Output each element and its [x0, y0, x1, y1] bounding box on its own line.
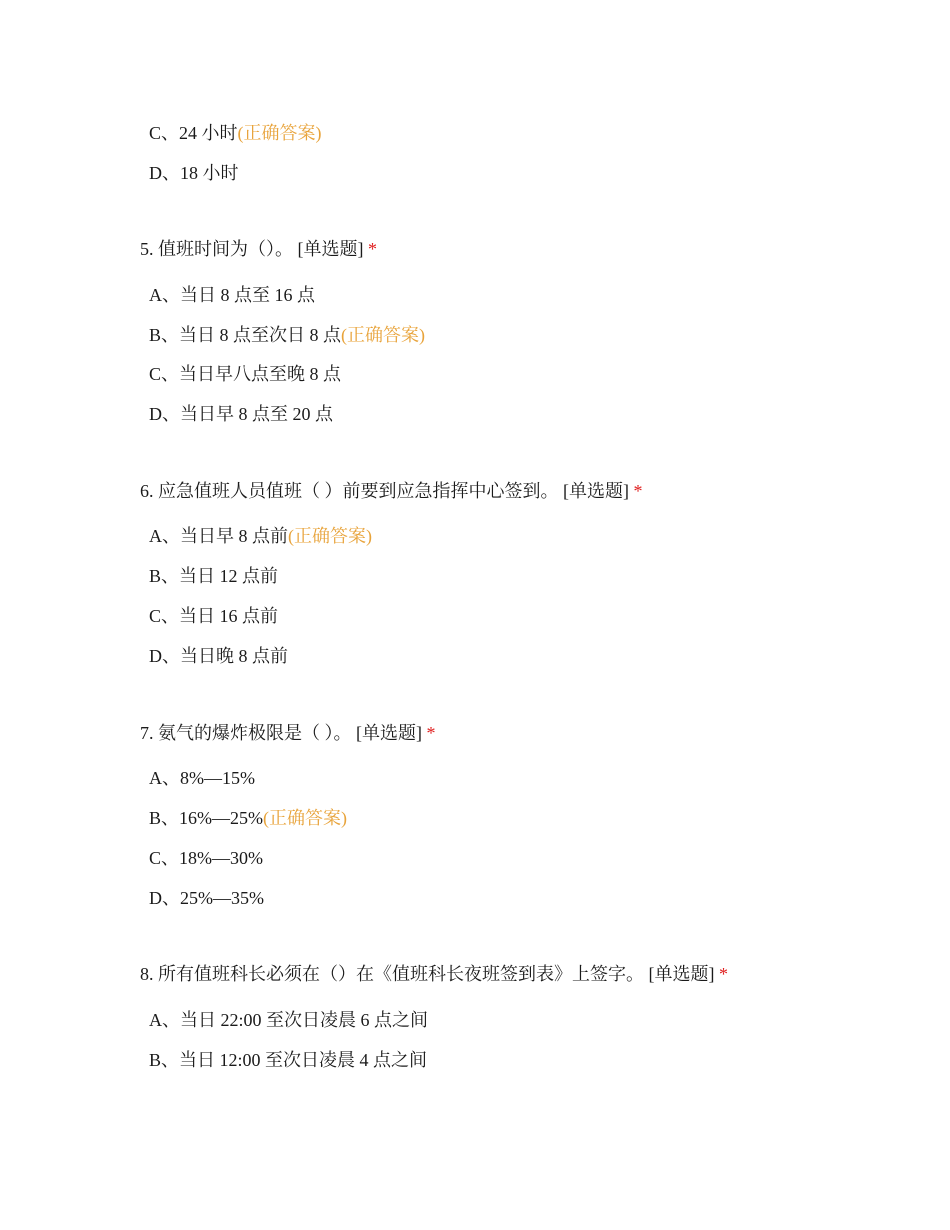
option-separator: 、	[161, 364, 180, 384]
option-letter: B	[149, 808, 162, 828]
option-separator: 、	[162, 646, 180, 666]
question-number: 5.	[140, 239, 154, 259]
question-type: [单选题]	[563, 481, 629, 501]
option-separator: 、	[162, 1010, 180, 1030]
option-6-b	[149, 564, 278, 588]
option-8-b	[149, 1048, 427, 1072]
correct-answer-tag: (正确答案)	[341, 325, 426, 345]
option-letter: B	[149, 1050, 162, 1070]
option-text: 当日 8 点至次日 8 点	[179, 325, 342, 345]
option-7-c	[149, 846, 263, 870]
option-letter: A	[149, 285, 162, 305]
question-number: 8.	[140, 964, 154, 984]
option-8-a	[149, 1008, 428, 1032]
question-number: 6.	[140, 481, 154, 501]
option-letter: D	[149, 888, 162, 908]
option-7-a	[149, 766, 255, 790]
option-5-b	[149, 323, 425, 347]
option-6-c	[149, 604, 278, 628]
question-number: 7.	[140, 723, 154, 743]
option-text: 16%—25%	[179, 808, 264, 828]
question-text: 所有值班科长必须在（）在《值班科长夜班签到表》上签字。	[158, 964, 644, 984]
option-text: 当日 12:00 至次日凌晨 4 点之间	[179, 1050, 428, 1070]
option-text: 18%—30%	[179, 848, 264, 868]
question-text: 氨气的爆炸极限是（ ）。	[158, 723, 352, 743]
option-separator: 、	[161, 1050, 180, 1070]
option-letter: C	[149, 364, 162, 384]
question-6-title	[140, 479, 643, 503]
option-letter: A	[149, 768, 162, 788]
option-text: 当日早 8 点至 20 点	[180, 404, 333, 424]
question-7-title	[140, 721, 436, 745]
option-text: 当日 12 点前	[179, 566, 279, 586]
question-8-title	[140, 962, 728, 986]
required-mark: *	[633, 481, 643, 501]
option-separator: 、	[162, 888, 180, 908]
option-6-d	[149, 644, 288, 668]
option-7-d	[149, 886, 264, 910]
option-separator: 、	[162, 285, 180, 305]
question-text: 应急值班人员值班（ ）前要到应急指挥中心签到。	[158, 481, 559, 501]
option-text: 当日 16 点前	[179, 606, 279, 626]
question-type: [单选题]	[356, 723, 422, 743]
option-text: 当日 22:00 至次日凌晨 6 点之间	[180, 1010, 428, 1030]
option-text: 24 小时	[179, 123, 238, 143]
option-separator: 、	[161, 848, 180, 868]
option-5-c	[149, 362, 341, 386]
option-separator: 、	[162, 404, 180, 424]
option-letter: B	[149, 566, 162, 586]
option-letter: A	[149, 526, 162, 546]
option-letter: A	[149, 1010, 162, 1030]
question-type: [单选题]	[648, 964, 715, 984]
option-5-d	[149, 402, 333, 426]
option-separator: 、	[161, 808, 180, 828]
option-separator: 、	[161, 123, 180, 143]
option-letter: C	[149, 606, 162, 626]
correct-answer-tag: (正确答案)	[263, 808, 348, 828]
option-separator: 、	[162, 768, 180, 788]
option-letter: B	[149, 325, 162, 345]
option-separator: 、	[161, 325, 180, 345]
option-5-a	[149, 283, 315, 307]
option-7-b	[149, 806, 347, 830]
option-text: 当日 8 点至 16 点	[180, 285, 315, 305]
question-text: 值班时间为（）。	[158, 239, 293, 259]
option-text: 18 小时	[180, 163, 239, 183]
required-mark: *	[719, 964, 728, 984]
option-text: 25%—35%	[180, 888, 264, 908]
option-letter: D	[149, 404, 162, 424]
option-separator: 、	[162, 163, 180, 183]
question-5-title	[140, 237, 377, 261]
question-type: [单选题]	[297, 239, 364, 259]
option-letter: C	[149, 848, 162, 868]
option-text: 当日早 8 点前	[180, 526, 288, 546]
required-mark: *	[426, 723, 436, 743]
option-text: 8%—15%	[180, 768, 255, 788]
option-letter: D	[149, 646, 162, 666]
option-letter: C	[149, 123, 162, 143]
option-text: 当日早八点至晚 8 点	[179, 364, 342, 384]
required-mark: *	[368, 239, 377, 259]
option-4-d	[149, 161, 239, 185]
correct-answer-tag: (正确答案)	[237, 123, 322, 143]
option-letter: D	[149, 163, 162, 183]
option-separator: 、	[162, 526, 180, 546]
option-separator: 、	[161, 566, 180, 586]
correct-answer-tag: (正确答案)	[288, 526, 372, 546]
option-4-c	[149, 121, 322, 145]
option-text: 当日晚 8 点前	[180, 646, 288, 666]
option-separator: 、	[161, 606, 180, 626]
option-6-a	[149, 524, 372, 548]
